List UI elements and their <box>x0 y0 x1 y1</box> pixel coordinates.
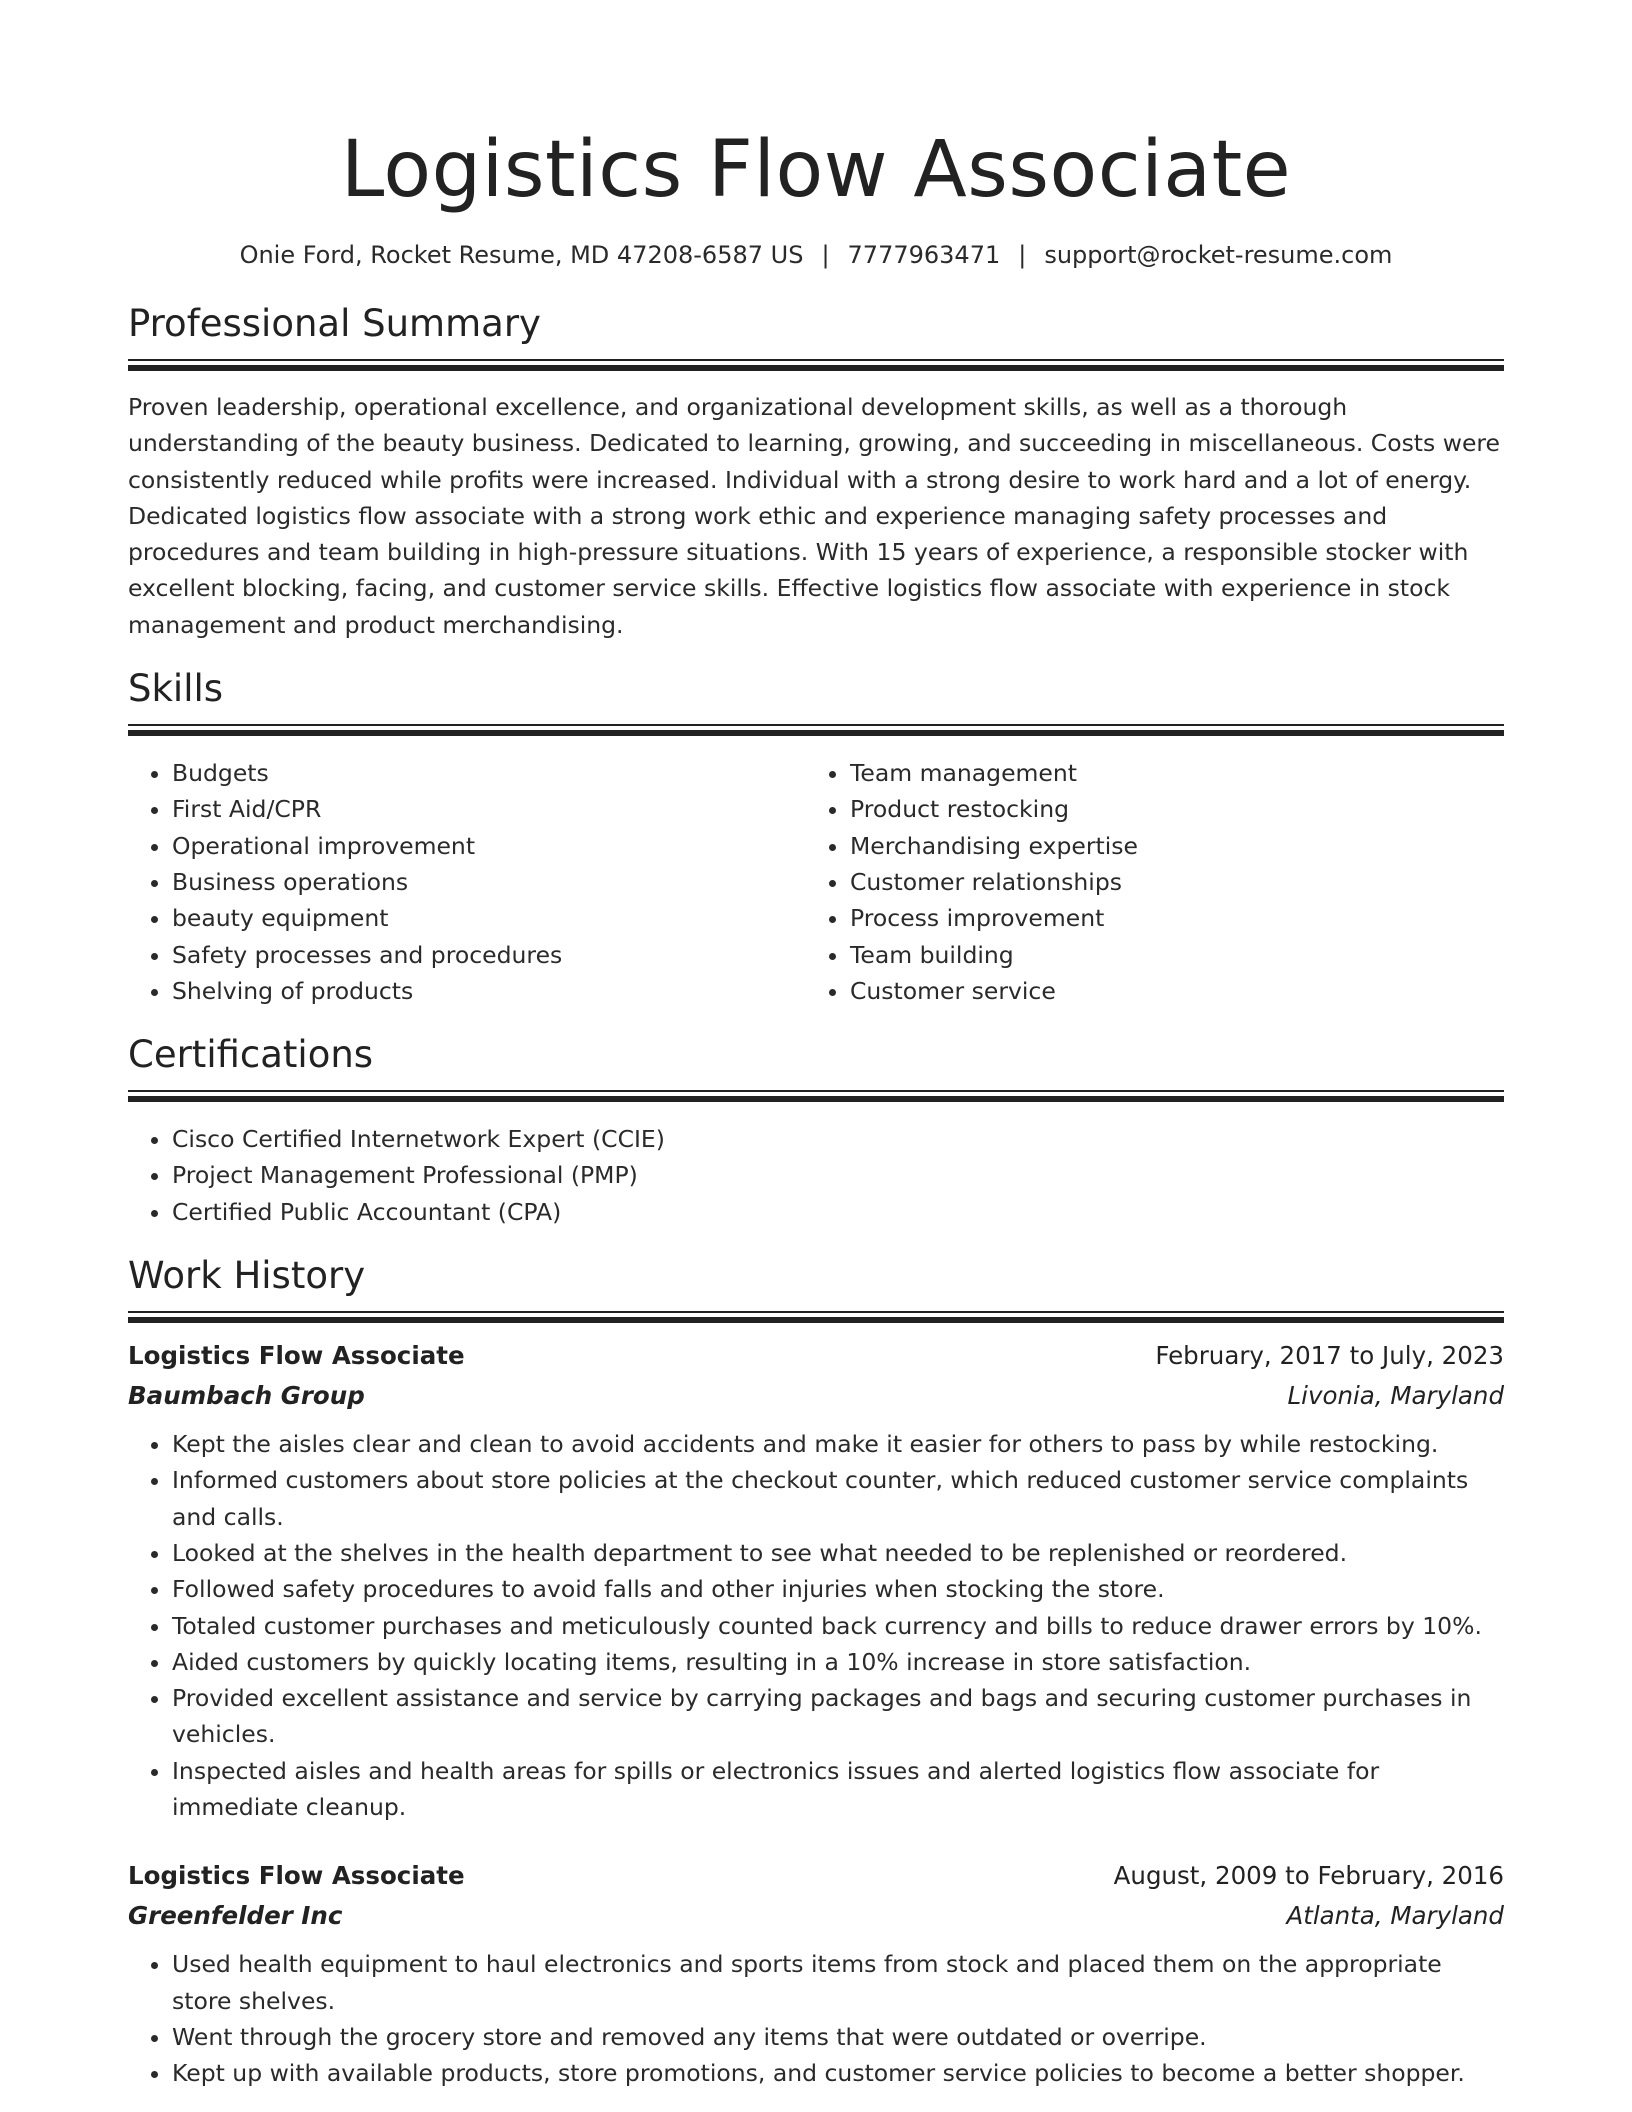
skills-columns <box>128 755 1504 1009</box>
skill-item: • Customer relationships <box>850 864 1528 900</box>
job-bullet: • Inspected aisles and health areas for spills or electronics issues and alerted logistics flow associate for immediate cleanup. <box>172 1753 1504 1826</box>
certification-item: • Project Management Professional (PMP) <box>172 1157 1504 1193</box>
job-bullet: • Followed safety procedures to avoid falls and other injuries when stocking the store. <box>172 1571 1504 1607</box>
job-location: Atlanta, Maryland <box>1286 1901 1504 1931</box>
job-title: Logistics Flow Associate <box>128 1861 465 1891</box>
job-bullet: • Went through the grocery store and removed any items that were outdated or overripe. <box>172 2019 1504 2055</box>
skill-item: • Team management <box>850 755 1528 791</box>
contact-email: support@rocket-resume.com <box>1044 241 1393 269</box>
certification-item: • Certified Public Accountant (CPA) <box>172 1194 1504 1230</box>
certifications-heading: Certifications <box>128 1033 374 1077</box>
job-bullet: • Kept up with available products, store promotions, and customer service policies to become a better shopper. <box>172 2055 1504 2091</box>
job-company: Greenfelder Inc <box>128 1901 343 1931</box>
job-bullet: • Kept the aisles clear and clean to avoid accidents and make it easier for others to pass by while restocking. <box>172 1426 1504 1462</box>
skills-heading: Skills <box>128 667 224 711</box>
skill-item: • Safety processes and procedures <box>172 937 806 973</box>
job-bullet: • Aided customers by quickly locating items, resulting in a 10% increase in store satisfaction. <box>172 1644 1504 1680</box>
job-bullet: • Informed customers about store policies at the checkout counter, which reduced customer service complaints and calls. <box>172 1462 1504 1535</box>
skill-item: • Operational improvement <box>172 828 806 864</box>
summary-heading: Professional Summary <box>128 302 541 345</box>
contact-separator: | <box>1018 241 1027 269</box>
section-divider <box>128 1311 1504 1325</box>
job-bullet: • Used health equipment to haul electronics and sports items from stock and placed them on the appropriate store shelves. <box>172 1946 1504 2019</box>
job-company-row <box>128 1896 1504 1936</box>
section-divider <box>128 724 1504 738</box>
skills-list-right <box>806 755 1528 1009</box>
certification-item: • Cisco Certified Internetwork Expert (CCIE) <box>172 1121 1504 1157</box>
job-title: Logistics Flow Associate <box>128 1341 465 1371</box>
job-location: Livonia, Maryland <box>1287 1381 1504 1411</box>
skill-item: • Product restocking <box>850 791 1528 827</box>
job-entry <box>128 1336 1504 1825</box>
job-company: Baumbach Group <box>128 1381 365 1411</box>
summary-text: Proven leadership, operational excellence, and organizational development skills, as well as a thorough understanding of the beauty business. Dedicated to learning, growing, and succeeding in miscellaneous. Costs were consistently reduced while profits were increased. Individual with a strong desire to work hard and a lot of energy. Dedicated logistics flow associate with a strong work ethic and experience managing safety processes and procedures and team building in high-pressure situations. With 15 years of experience, a responsible stocker with excellent blocking, facing, and customer service skills. Effective logistics flow associate with experience in stock management and product merchandising. <box>128 393 1501 639</box>
job-dates: August, 2009 to February, 2016 <box>1113 1861 1504 1891</box>
skill-item: • Merchandising expertise <box>850 828 1528 864</box>
skill-item: • Business operations <box>172 864 806 900</box>
section-divider <box>128 1090 1504 1104</box>
contact-separator: | <box>821 241 830 269</box>
job-bullets <box>128 1426 1504 1825</box>
skills-list-left <box>128 755 806 1009</box>
work-history-heading: Work History <box>128 1254 366 1298</box>
resume-name: Logistics Flow Associate <box>340 125 1292 215</box>
job-bullet: • Totaled customer purchases and meticulously counted back currency and bills to reduce drawer errors by 10%. <box>172 1608 1504 1644</box>
skill-item: • Shelving of products <box>172 973 806 1009</box>
skill-item: • Budgets <box>172 755 806 791</box>
job-header-row <box>128 1336 1504 1376</box>
skill-item: • Process improvement <box>850 900 1528 936</box>
certifications-section <box>128 1032 1504 1230</box>
skill-item: • First Aid/CPR <box>172 791 806 827</box>
job-dates: February, 2017 to July, 2023 <box>1155 1341 1504 1371</box>
summary-section <box>128 301 1504 643</box>
job-bullet: • Provided excellent assistance and service by carrying packages and bags and securing customer purchases in vehicles. <box>172 1680 1504 1753</box>
job-bullet: • Looked at the shelves in the health department to see what needed to be replenished or reordered. <box>172 1535 1504 1571</box>
contact-line <box>128 240 1504 270</box>
job-header-row <box>128 1856 1504 1896</box>
resume-page <box>128 0 1504 2092</box>
skill-item: • Customer service <box>850 973 1528 1009</box>
job-bullets <box>128 1946 1504 2091</box>
job-company-row <box>128 1376 1504 1416</box>
certifications-list <box>128 1121 1504 1230</box>
skill-item: • beauty equipment <box>172 900 806 936</box>
skill-item: • Team building <box>850 937 1528 973</box>
contact-address: Onie Ford, Rocket Resume, MD 47208-6587 US <box>239 241 804 269</box>
skills-section <box>128 666 1504 1009</box>
contact-phone: 7777963471 <box>847 241 1001 269</box>
job-entry <box>128 1856 1504 2091</box>
work-history-section <box>128 1253 1504 2091</box>
section-divider <box>128 359 1504 373</box>
